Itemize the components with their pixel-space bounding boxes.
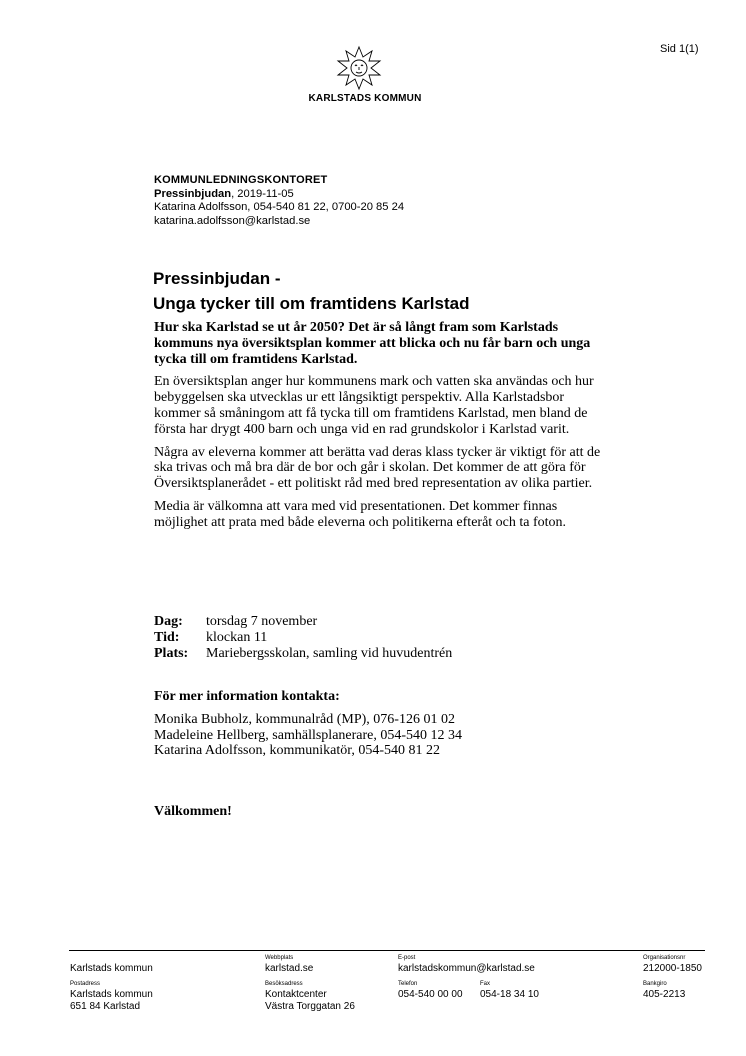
footer-web-value[interactable]: karlstad.se (265, 963, 314, 974)
detail-value: Mariebergsskolan, samling vid huvudentrén (206, 645, 453, 661)
doc-type: Pressinbjudan (154, 187, 232, 200)
footer-visit-line-1: Kontaktcenter (265, 989, 327, 1000)
footer-bankgiro-label: Bankgiro (643, 981, 667, 987)
detail-label: Dag: (154, 614, 183, 629)
department-name: KOMMUNLEDNINGSKONTORET (154, 174, 328, 186)
footer-email-value[interactable]: karlstadskommun@karlstad.se (398, 963, 535, 974)
contact-line: Katarina Adolfsson, 054-540 81 22, 0700-20 85 24 (154, 201, 405, 214)
contact-section (154, 689, 462, 759)
page-number: Sid 1(1) (660, 43, 699, 55)
title-line-1: Pressinbjudan - (153, 269, 281, 288)
paragraph-2: Några av eleverna kommer att berätta vad deras klass tycker är viktigt för att de ska trivas och må bra där de bor och går i skolan. Det kommer de att göra för Översiktsplanerådet - ett politiskt råd med bred representation av olika partier. (154, 444, 601, 492)
closing-text: Välkommen! (154, 804, 232, 819)
footer-post-label: Postadress (70, 981, 101, 987)
detail-label: Plats: (154, 645, 189, 661)
footer-org-label: Organisationsnr (643, 955, 686, 961)
footer-bankgiro-value: 405-2213 (643, 989, 686, 1000)
event-details (154, 614, 452, 661)
page-title (153, 266, 469, 316)
detail-label: Tid: (154, 629, 180, 645)
detail-row-day (154, 614, 452, 630)
detail-value: klockan 11 (206, 629, 268, 645)
lead-paragraph: Hur ska Karlstad se ut år 2050? Det är så långt fram som Karlstads kommuns nya översiktsplan kommer att blicka och nu får barn och unga tycka till om framtidens Karlstad. (154, 320, 591, 367)
footer-fax-value: 054-18 34 10 (480, 989, 539, 1000)
body-text (154, 320, 614, 538)
detail-value: torsdag 7 november (206, 614, 318, 629)
contact-person: Katarina Adolfsson, kommunikatör, 054-540 81 22 (154, 743, 441, 759)
doc-date: , 2019-11-05 (231, 187, 294, 200)
paragraph-1: En översiktsplan anger hur kommunens mark och vatten ska användas och hur bebyggelsen ska utvecklas ur ett långsiktigt perspektiv. Alla Karlstadsbor kommer så småningom att få tycka till om framtidens Karlstad, men bland de första har drygt 400 barn och unga vid en rad grundskolor i Karlstad varit. (154, 374, 594, 437)
footer-post-line-1: Karlstads kommun (70, 989, 153, 1000)
footer-phone-label: Telefon (398, 981, 418, 987)
footer-phone-value: 054-540 00 00 (398, 989, 463, 1000)
footer-fax-label: Fax (480, 981, 491, 987)
document-meta (154, 174, 404, 228)
footer-visit-line-2: Västra Torggatan 26 (265, 1001, 355, 1012)
footer-visit-label: Besöksadress (265, 981, 303, 987)
footer-web-label: Webbplats (265, 955, 294, 961)
paragraph-3: Media är välkomna att vara med vid presentationen. Det kommer finnas möjlighet att prata med både eleverna och politikerna efteråt och ta foton. (154, 498, 567, 530)
contact-person: Monika Bubholz, kommunalråd (MP), 076-126 01 02 (154, 711, 455, 727)
detail-row-place (154, 646, 452, 662)
footer-post-line-2: 651 84 Karlstad (70, 1001, 141, 1012)
title-line-2: Unga tycker till om framtidens Karlstad (153, 294, 470, 313)
contact-person: Madeleine Hellberg, samhällsplanerare, 054-540 12 34 (154, 727, 463, 743)
footer-name: Karlstads kommun (70, 963, 153, 974)
contact-heading: För mer information kontakta: (154, 689, 340, 704)
contact-email[interactable]: katarina.adolfsson@karlstad.se (154, 214, 311, 227)
footer-org-value: 212000-1850 (643, 963, 702, 974)
footer-divider (69, 950, 705, 951)
footer-email-label: E-post (398, 955, 416, 961)
doc-type-line (154, 188, 404, 202)
detail-row-time (154, 630, 452, 646)
organization-name: KARLSTADS KOMMUN (308, 93, 422, 104)
sun-logo-icon (333, 45, 385, 91)
